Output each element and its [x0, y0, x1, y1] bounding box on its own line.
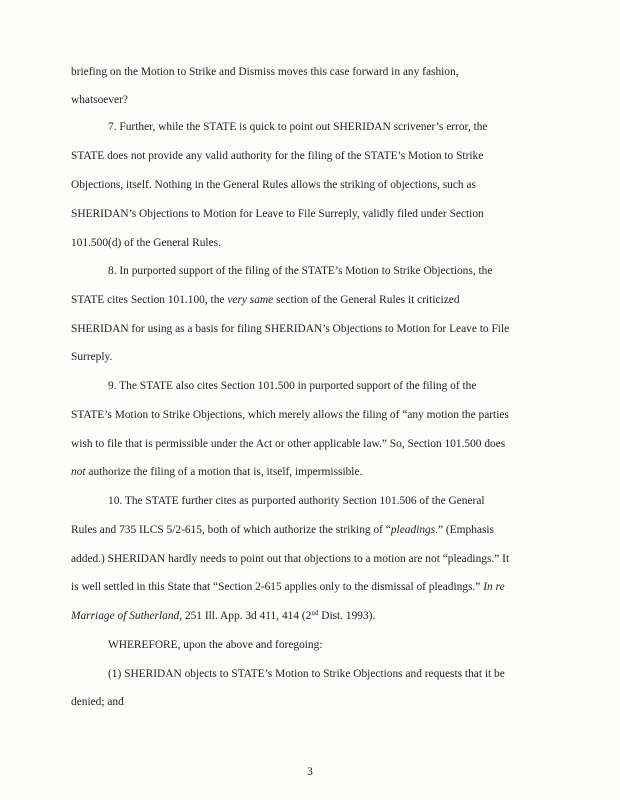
wherefore-line: WHEREFORE, upon the above and foregoing:	[108, 639, 323, 651]
text-run: , 251 Ill. App. 3d 411, 414 (2	[179, 610, 312, 622]
body-text-line: whatsoever?	[71, 94, 128, 106]
body-text-line: briefing on the Motion to Strike and Dismiss moves this case forward in any fashion,	[71, 66, 459, 78]
italic-emphasis: very same	[227, 294, 274, 306]
body-text-line	[71, 294, 460, 306]
superscript: nd	[311, 609, 319, 617]
text-run: is well settled in this State that “Section 2-615 applies only to the dismissal of pleadings.”	[71, 581, 481, 593]
text-run: authorize the filing of a motion that is, itself, impermissible.	[88, 466, 363, 478]
body-text-line: wish to file that is permissible under the Act or other applicable law.” So, Section 101.500 does	[71, 438, 506, 450]
italic-emphasis: not	[71, 466, 86, 478]
body-text-line: SHERIDAN’s Objections to Motion for Leave to File Surreply, validly filed under Section	[71, 208, 484, 220]
text-run: Rules and 735 ILCS 5/2-615, both of which authorize the striking of “	[71, 524, 391, 536]
paragraph-7-line: 7. Further, while the STATE is quick to point out SHERIDAN scrivener’s error, the	[108, 121, 488, 133]
text-run: Dist. 1993).	[318, 610, 376, 622]
paragraph-8-line: 8. In purported support of the filing of the STATE’s Motion to Strike Objections, the	[108, 265, 493, 277]
body-text-line	[71, 581, 505, 593]
body-text-line: STATE’s Motion to Strike Objections, which merely allows the filing of “any motion the parties	[71, 409, 509, 421]
body-text-line: STATE does not provide any valid authority for the filing of the STATE’s Motion to Strike	[71, 150, 484, 162]
body-text-line	[71, 610, 375, 622]
case-citation: Marriage of Sutherland	[71, 610, 180, 622]
text-run: .” (Emphasis	[435, 524, 494, 536]
request-1-line: (1) SHERIDAN objects to STATE’s Motion to Strike Objections and requests that it be	[108, 668, 505, 680]
body-text-line: Objections, itself. Nothing in the General Rules allows the striking of objections, such as	[71, 179, 476, 191]
paragraph-9-line: 9. The STATE also cites Section 101.500 in purported support of the filing of the	[108, 380, 477, 392]
body-text-line: denied; and	[71, 696, 124, 708]
body-text-line: added.) SHERIDAN hardly needs to point out that objections to a motion are not “pleadings.” It	[71, 553, 510, 565]
paragraph-10-line: 10. The STATE further cites as purported authority Section 101.506 of the General	[108, 495, 485, 507]
body-text-line	[71, 524, 494, 536]
page-number: 3	[307, 766, 313, 778]
body-text-line: SHERIDAN for using as a basis for filing SHERIDAN’s Objections to Motion for Leave to File	[71, 323, 510, 335]
case-citation: In re	[483, 581, 505, 593]
italic-emphasis: pleadings	[390, 524, 436, 536]
body-text-line: 101.500(d) of the General Rules.	[71, 237, 221, 249]
text-run: section of the General Rules it criticized	[276, 294, 460, 306]
body-text-line	[71, 466, 362, 478]
text-run: STATE cites Section 101.100, the	[71, 294, 225, 306]
body-text-line: Surreply.	[71, 351, 113, 363]
